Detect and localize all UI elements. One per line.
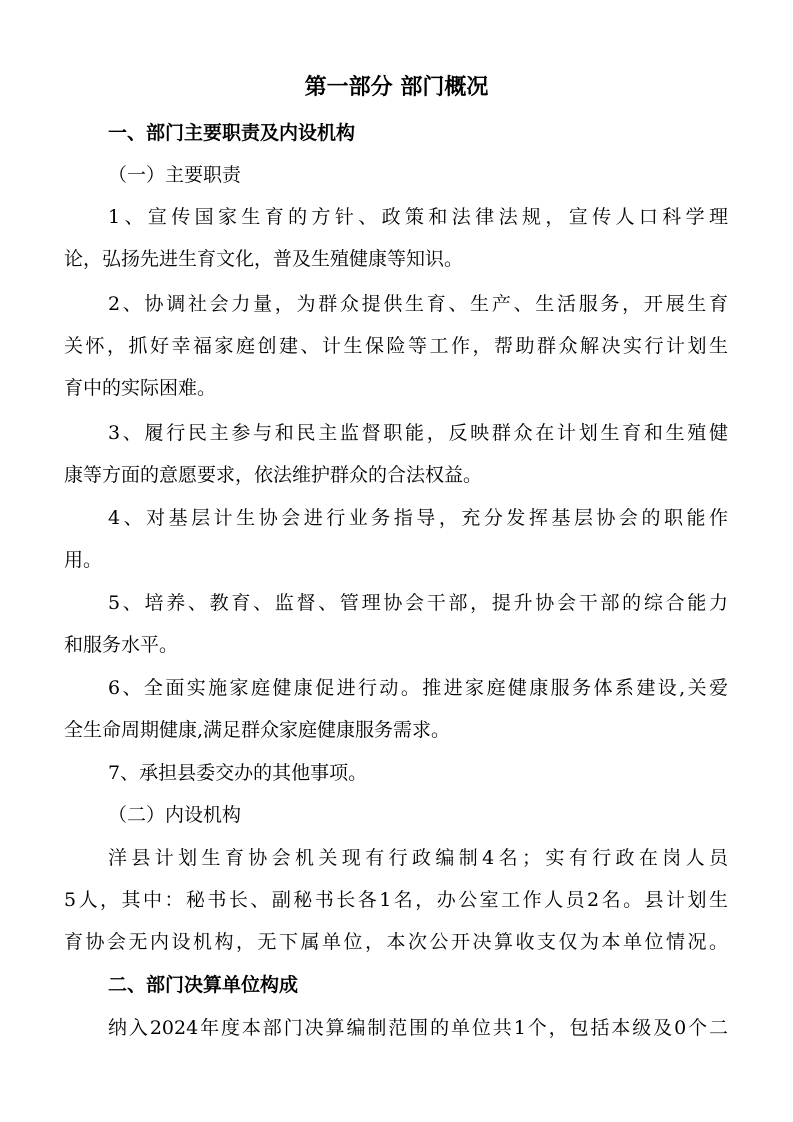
duty-7-line-1: 7、承担县委交办的其他事项。 <box>108 762 368 784</box>
duty-3-line-2: 康等方面的意愿要求，依法维护群众的合法权益。 <box>64 464 483 486</box>
section-heading-units: 二、部门决算单位构成 <box>108 974 299 996</box>
page-title: 第一部分 部门概况 <box>304 75 489 100</box>
duty-3-line-1: 3、履行民主参与和民主监督职能，反映群众在计划生育和生殖健 <box>108 422 728 444</box>
units-line-1: 纳入2024年度本部门决算编制范围的单位共1个，包括本级及0个二 <box>108 1017 728 1039</box>
duty-1-line-1: 1、宣传国家生育的方针、政策和法律法规，宣传人口科学理 <box>108 206 728 228</box>
duty-5-line-1: 5、培养、教育、监督、管理协会干部，提升协会干部的综合能力 <box>108 592 728 614</box>
subsection-internal-structure: （二）内设机构 <box>108 804 242 826</box>
duty-2-line-3: 育中的实际困难。 <box>64 377 217 399</box>
duty-4-line-1: 4、对基层计生协会进行业务指导，充分发挥基层协会的职能作 <box>108 507 728 529</box>
duty-5-line-2: 和服务水平。 <box>64 634 179 656</box>
duty-4-line-2: 用。 <box>64 549 103 571</box>
org-line-3: 育协会无内设机构，无下属单位，本次公开决算收支仅为本单位情况。 <box>64 931 728 953</box>
org-line-2: 5人，其中：秘书长、副秘书长各1名，办公室工作人员2名。县计划生 <box>64 889 728 911</box>
duty-6-line-2: 全生命周期健康,满足群众家庭健康服务需求。 <box>64 719 451 741</box>
duty-2-line-2: 关怀，抓好幸福家庭创建、计生保险等工作，帮助群众解决实行计划生 <box>64 335 728 357</box>
subsection-main-duties: （一）主要职责 <box>108 164 242 186</box>
duty-2-line-1: 2、协调社会力量，为群众提供生育、生产、生活服务，开展生育 <box>108 293 728 315</box>
duty-6-line-1: 6、全面实施家庭健康促进行动。推进家庭健康服务体系建设,关爱 <box>108 677 728 699</box>
duty-1-line-2: 论，弘扬先进生育文化，普及生殖健康等知识。 <box>64 248 464 270</box>
org-line-1: 洋县计划生育协会机关现有行政编制4名；实有行政在岗人员 <box>108 847 728 869</box>
section-heading-responsibilities: 一、部门主要职责及内设机构 <box>108 122 356 144</box>
